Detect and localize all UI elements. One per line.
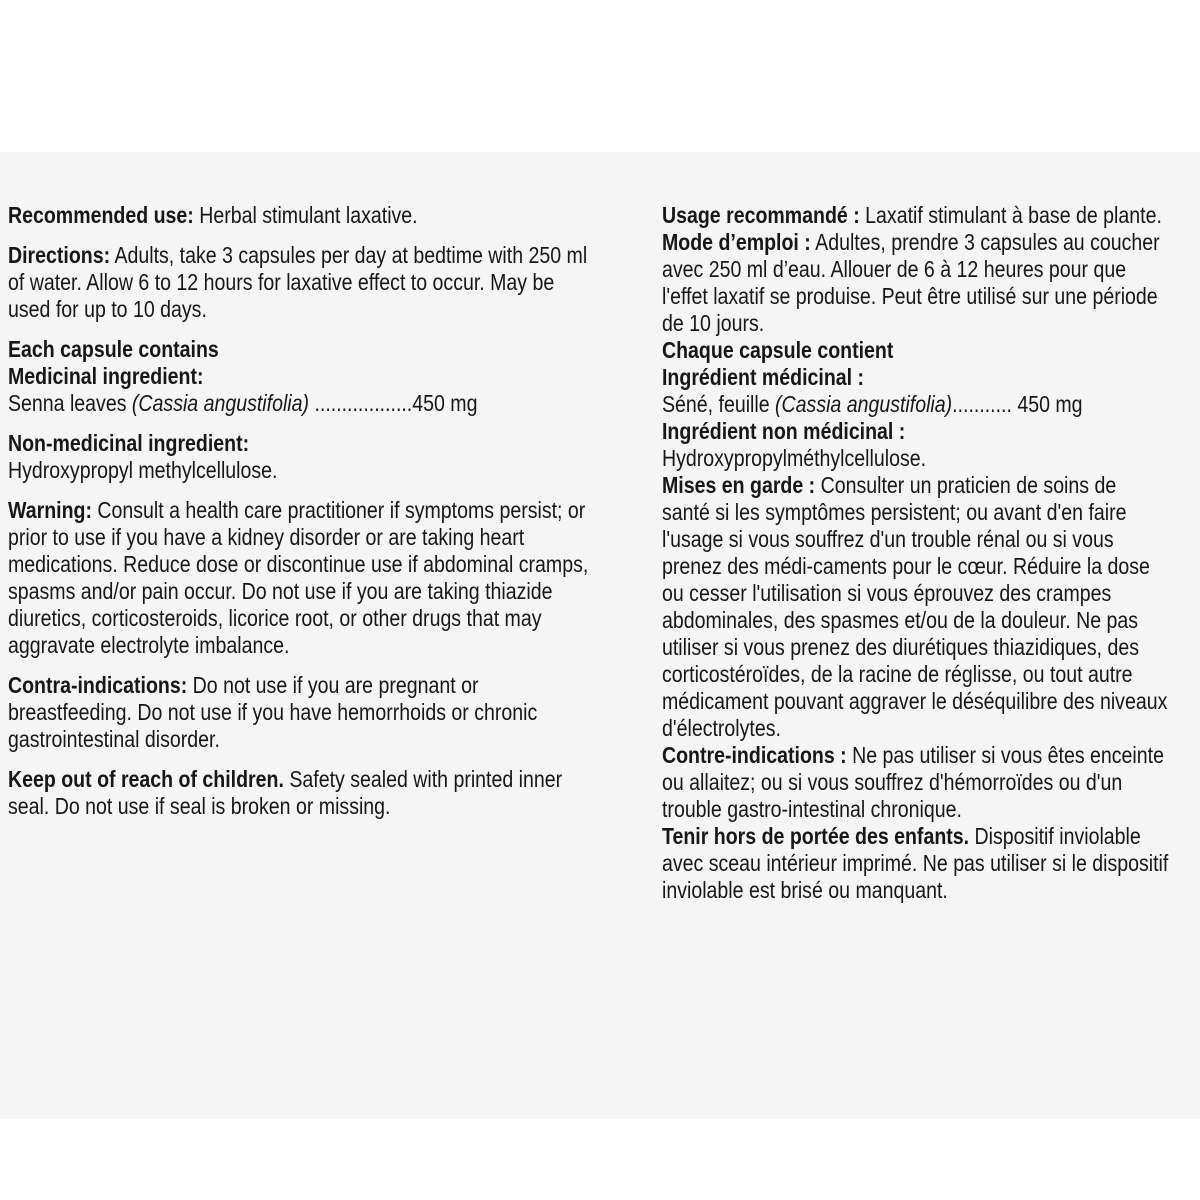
tenir-hors-text: Dispositif inviolable avec sceau intérieur imprimé. Ne pas utiliser si le dispositif inviolable est brisé ou manquant. [662, 823, 1169, 903]
keep-out-label: Keep out of reach of children. [8, 766, 284, 792]
french-column [662, 202, 1169, 904]
ingredient-amount-fr: 450 mg [1011, 391, 1083, 417]
directions-paragraph [8, 242, 595, 323]
recommended-use-paragraph [8, 202, 595, 229]
contre-indications-text: Ne pas utiliser si vous êtes enceinte ou allaitez; ou si vous souffrez d'hémorroïdes ou d'un trouble gastro-intestinal chronique. [662, 742, 1164, 822]
ingredient-latin-name-fr: (Cassia angustifolia) [775, 391, 953, 417]
warning-label: Warning: [8, 497, 92, 523]
mises-en-garde-text: Consulter un praticien de soins de santé si les symptômes persistent; ou avant d'en faire l'usage si vous souffrez d'un trouble rénal ou si vous prenez des médi-caments pour le cœur. Réduire la dose ou cesser l'utilisation si vous éprouvez des crampes abdominales, des spasmes et/ou de la douleur. Ne pas utiliser si vous prenez des diurétiques thiazidiques, des corticostéroïdes, de la racine de réglisse, ou tout autre médicament pouvant aggraver le déséquilibre des niveaux d'électrolytes. [662, 472, 1168, 741]
contre-indications-label: Contre-indications : [662, 742, 847, 768]
mode-emploi-text: Adultes, prendre 3 capsules au coucher avec 250 ml d’eau. Allouer de 6 à 12 heures pour que l'effet laxatif se produise. Peut être utilisé sur une période de 10 jours. [662, 229, 1160, 336]
product-label-panel [0, 152, 1200, 1119]
contraindications-label-en: Contra-indications: [8, 672, 188, 698]
tenir-hors-paragraph [662, 823, 1169, 904]
dot-leader-fr: ........... [952, 391, 1012, 417]
warning-paragraph [8, 497, 595, 659]
directions-text: Adults, take 3 capsules per day at bedtime with 250 ml of water. Allow 6 to 12 hours for laxative effect to occur. May be used for up to 10 days. [8, 242, 588, 322]
dot-leader-en: .................. [309, 390, 413, 416]
ingredient-name-en: Senna leaves [8, 390, 132, 416]
mises-en-garde-label: Mises en garde : [662, 472, 816, 498]
usage-recommande-label: Usage recommandé : [662, 202, 860, 228]
non-medicinal-text: Hydroxypropyl methylcellulose. [8, 457, 278, 483]
mises-en-garde-paragraph [662, 472, 1169, 742]
chaque-capsule-contient-heading: Chaque capsule contient [662, 337, 894, 363]
english-column [8, 202, 595, 833]
ingredients-block-fr [662, 337, 1169, 472]
tenir-hors-label: Tenir hors de portée des enfants. [662, 823, 970, 849]
mode-emploi-label: Mode d’emploi : [662, 229, 811, 255]
directions-label: Directions: [8, 242, 111, 268]
keep-out-paragraph [8, 766, 595, 820]
each-capsule-contains-heading: Each capsule contains [8, 336, 219, 362]
non-medicinal-heading: Non-medicinal ingredient: [8, 430, 250, 456]
ingredient-latin-name-en: (Cassia angustifolia) [131, 390, 310, 416]
usage-recommande-text: Laxatif stimulant à base de plante. [859, 202, 1162, 228]
mode-emploi-paragraph [662, 229, 1169, 337]
ingredients-block-en [8, 336, 595, 417]
medicinal-ingredient-line [8, 390, 595, 417]
recommended-use-text: Herbal stimulant laxative. [193, 202, 418, 228]
ingredient-name-fr: Séné, feuille [662, 391, 776, 417]
warning-text: Consult a health care practitioner if symptoms persist; or prior to use if you have a kidney disorder or are taking heart medications. Reduce dose or discontinue use if abdominal cramps, spasms and/or pain occur. Do not use if you are taking thiazide diuretics, corticosteroids, licorice root, or other drugs that may aggravate electrolyte imbalance. [8, 497, 589, 658]
contraindications-text-en: Do not use if you are pregnant or breastfeeding. Do not use if you have hemorrhoids or chronic gastrointestinal disorder. [8, 672, 538, 752]
recommended-use-label: Recommended use: [8, 202, 194, 228]
contraindications-paragraph-en [8, 672, 595, 753]
ingredient-amount-en: 450 mg [412, 390, 478, 416]
contre-indications-paragraph [662, 742, 1169, 823]
medicinal-ingredient-heading: Medicinal ingredient: [8, 363, 204, 389]
non-medicinal-block-en [8, 430, 595, 484]
ingredient-non-medicinal-heading: Ingrédient non médicinal : [662, 418, 906, 444]
keep-out-text: Safety sealed with printed inner seal. Do not use if seal is broken or missing. [8, 766, 563, 819]
ingredient-non-medicinal-text: Hydroxypropylméthylcellulose. [662, 445, 927, 471]
ingredient-medicinal-line [662, 391, 1169, 418]
usage-recommande-paragraph [662, 202, 1169, 229]
ingredient-medicinal-heading: Ingrédient médicinal : [662, 364, 865, 390]
